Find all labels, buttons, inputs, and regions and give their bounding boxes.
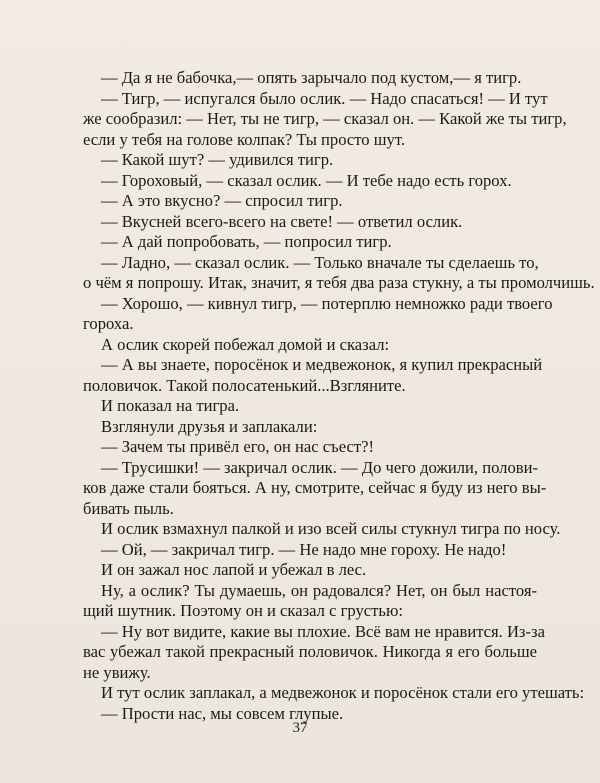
text-line: — Хорошо, — кивнул тигр, — потерплю немножко ради твоего — [101, 293, 553, 313]
text-line: — А вы знаете, поросёнок и медвежонок, я купил прекрасный — [101, 355, 543, 374]
text-line: И тут ослик заплакал, а медвежонок и поросёнок стали его утешать: — [101, 683, 585, 702]
text-line: же сообразил: — Нет, ты не тигр, — сказал он. — Какой же ты тигр, — [83, 109, 567, 128]
text-line: — А дай попробовать, — попросил тигр. — [101, 232, 392, 251]
text-line: вас убежал такой прекрасный половичок. Никогда я его больше — [83, 642, 537, 661]
text-line: — Ой, — закричал тигр. — Не надо мне гороху. Не надо! — [101, 539, 507, 559]
text-line: — Ну вот видите, какие вы плохие. Всё вам не нравится. Из-за — [101, 621, 545, 641]
text-line: А ослик скорей побежал домой и сказал: — [101, 334, 390, 354]
text-line: гороха. — [83, 314, 134, 333]
text-line: о чём я попрошу. Итак, значит, я тебя два раза стукну, а ты промолчишь. — [83, 273, 595, 292]
text-line: — Гороховый, — сказал ослик. — И тебе надо есть горох. — [101, 170, 512, 190]
text-line: Взглянули друзья и заплакали: — [101, 416, 318, 436]
text-line: — Трусишки! — закричал ослик. — До чего дожили, полови- — [101, 457, 539, 477]
text-line: — Зачем ты привёл его, он нас съест?! — [101, 437, 375, 456]
text-line: И ослик взмахнул палкой и изо всей силы стукнул тигра по носу. — [101, 519, 561, 538]
text-line: И показал на тигра. — [101, 396, 240, 415]
text-line: — Прости нас, мы совсем глупые. — [101, 703, 344, 723]
text-line: половичок. Такой полосатенький...Взгляните. — [83, 375, 406, 395]
text-line: — А это вкусно? — спросил тигр. — [101, 191, 343, 210]
text-line: Ну, а ослик? Ты думаешь, он радовался? Нет, он был настоя- — [101, 580, 537, 600]
text-line: бивать пыль. — [83, 498, 174, 518]
story-text — [83, 68, 595, 724]
text-line: — Тигр, — испугался было ослик. — Надо спасаться! — И тут — [101, 88, 548, 108]
text-line: — Ладно, — сказал ослик. — Только вначале ты сделаешь то, — [101, 252, 539, 272]
text-line: если у тебя на голове колпак? Ты просто шут. — [83, 129, 405, 149]
text-line: ков даже стали бояться. А ну, смотрите, сейчас я буду из него вы- — [83, 478, 547, 497]
text-line: не увижу. — [83, 662, 151, 682]
text-line: — Какой шут? — удивился тигр. — [101, 150, 334, 169]
text-line: щий шутник. Поэтому он и сказал с грустью: — [83, 601, 403, 620]
text-line: — Да я не бабочка,— опять зарычало под кустом,— я тигр. — [101, 68, 522, 87]
page-number: 37 — [292, 720, 308, 736]
text-line: — Вкусней всего-всего на свете! — ответил ослик. — [101, 211, 463, 231]
text-line: И он зажал нос лапой и убежал в лес. — [101, 560, 367, 579]
